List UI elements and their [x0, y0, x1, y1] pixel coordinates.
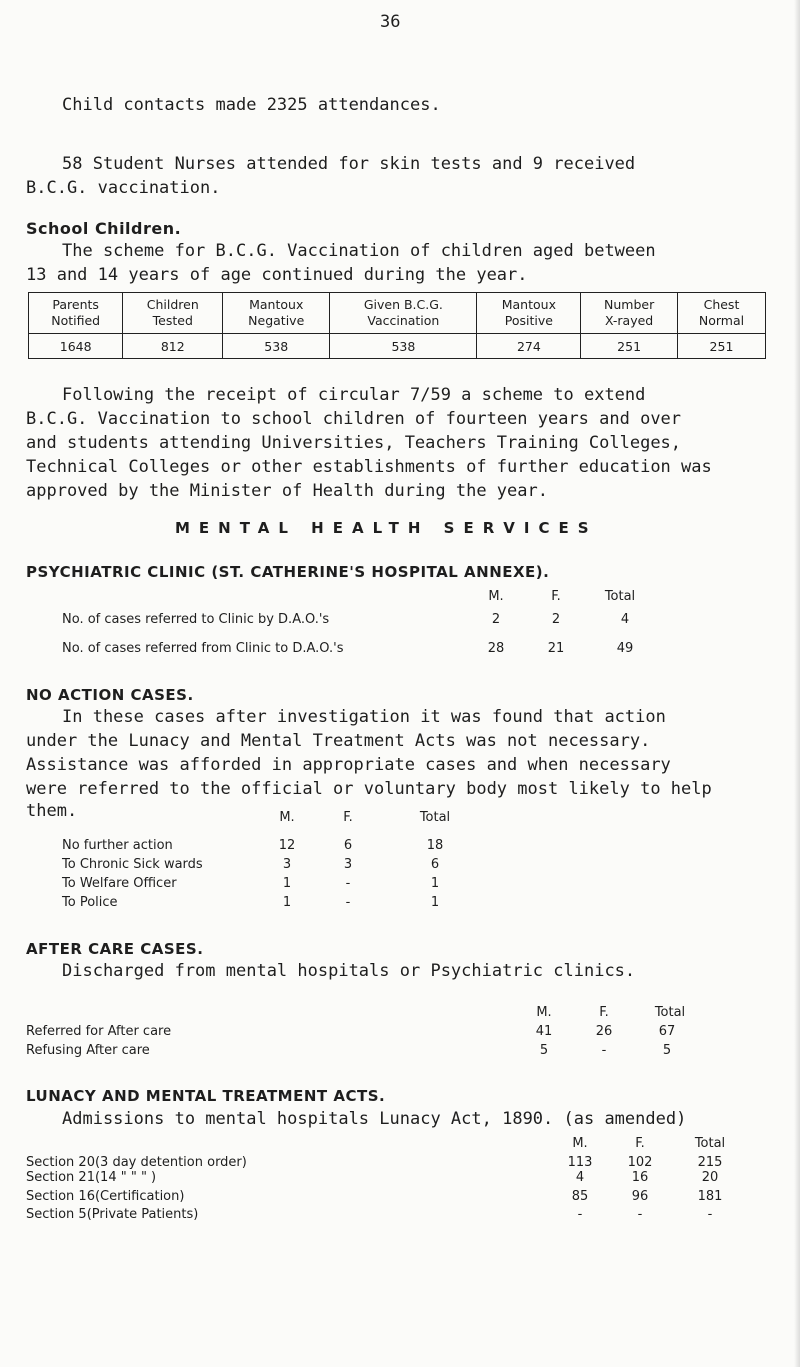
bcg-header-cell: Mantoux Positive [477, 293, 581, 334]
no-action-line-4: were referred to the official or voluntary body most likely to help [26, 779, 712, 799]
after-care-row-f: 26 [595, 1024, 613, 1039]
psych-row-label: No. of cases referred to Clinic by D.A.O.'s [62, 612, 330, 627]
lunacy-col-f: F. [635, 1136, 645, 1151]
psych-row-total: 49 [616, 641, 634, 656]
psych-row-f: 21 [547, 641, 565, 656]
lunacy-row-total: - [707, 1207, 713, 1222]
bcg-value-cell: 274 [477, 334, 581, 359]
no-action-row-total: 6 [430, 857, 440, 872]
bcg-table [28, 292, 766, 359]
no-action-row-label: To Police [62, 895, 118, 910]
after-care-col-total: Total [654, 1005, 686, 1020]
no-action-row-f: 6 [343, 838, 353, 853]
lunacy-row-f: 102 [627, 1155, 653, 1170]
no-action-line-1: In these cases after investigation it was found that action [62, 707, 666, 727]
after-care-heading: AFTER CARE CASES. [26, 940, 204, 958]
lunacy-row-label: Section 21(14 " " " ) [26, 1170, 157, 1185]
psych-row-label: No. of cases referred from Clinic to D.A.O.'s [62, 641, 344, 656]
circular-line-1: Following the receipt of circular 7/59 a scheme to extend [62, 385, 646, 405]
school-line-1: The scheme for B.C.G. Vaccination of children aged between [62, 241, 656, 261]
no-action-row-m: 3 [282, 857, 292, 872]
no-action-heading: NO ACTION CASES. [26, 686, 194, 704]
psych-row-total: 4 [620, 612, 630, 627]
after-care-col-f: F. [599, 1005, 609, 1020]
lunacy-row-m: 4 [575, 1170, 585, 1185]
after-care-line-1: Discharged from mental hospitals or Psychiatric clinics. [62, 961, 636, 981]
no-action-line-3: Assistance was afforded in appropriate cases and when necessary [26, 755, 671, 775]
bcg-table-header-row [29, 293, 766, 334]
no-action-row-label: No further action [62, 838, 173, 853]
psych-row-m: 2 [491, 612, 501, 627]
circular-line-4: Technical Colleges or other establishments of further education was [26, 457, 712, 477]
no-action-row-total: 1 [430, 876, 440, 891]
lunacy-row-f: - [637, 1207, 643, 1222]
bcg-header-cell: Parents Notified [29, 293, 123, 334]
lunacy-row-total: 215 [697, 1155, 723, 1170]
lunacy-row-m: 85 [571, 1189, 589, 1204]
after-care-col-m: M. [536, 1005, 552, 1020]
after-care-row-f: - [601, 1043, 607, 1058]
lunacy-col-total: Total [694, 1136, 726, 1151]
lunacy-row-total: 181 [697, 1189, 723, 1204]
school-line-2: 13 and 14 years of age continued during the year. [26, 265, 528, 285]
no-action-row-total: 18 [426, 838, 444, 853]
no-action-row-m: 1 [282, 895, 292, 910]
no-action-row-m: 1 [282, 876, 292, 891]
intro-line-3: B.C.G. vaccination. [26, 178, 221, 198]
psych-col-m: M. [488, 589, 504, 604]
mental-health-heading: MENTAL HEALTH SERVICES [175, 519, 598, 537]
circular-line-2: B.C.G. Vaccination to school children of fourteen years and over [26, 409, 682, 429]
no-action-row-f: - [345, 895, 351, 910]
after-care-row-label: Refusing After care [26, 1043, 150, 1058]
lunacy-row-label: Section 16(Certification) [26, 1189, 185, 1204]
after-care-row-total: 5 [662, 1043, 672, 1058]
psych-col-f: F. [551, 589, 561, 604]
after-care-row-m: 5 [539, 1043, 549, 1058]
after-care-row-total: 67 [658, 1024, 676, 1039]
circular-line-3: and students attending Universities, Teachers Training Colleges, [26, 433, 682, 453]
lunacy-heading: LUNACY AND MENTAL TREATMENT ACTS. [26, 1087, 386, 1105]
bcg-header-cell: Children Tested [123, 293, 223, 334]
bcg-value-cell: 538 [223, 334, 330, 359]
psych-col-total: Total [604, 589, 636, 604]
bcg-value-cell: 538 [330, 334, 477, 359]
lunacy-row-label: Section 5(Private Patients) [26, 1207, 199, 1222]
bcg-header-cell: Given B.C.G. Vaccination [330, 293, 477, 334]
no-action-row-total: 1 [430, 895, 440, 910]
after-care-row-m: 41 [535, 1024, 553, 1039]
psych-row-m: 28 [487, 641, 505, 656]
bcg-table-value-row [29, 334, 766, 359]
intro-line-1: Child contacts made 2325 attendances. [62, 95, 441, 115]
no-action-row-label: To Chronic Sick wards [62, 857, 203, 872]
bcg-value-cell: 251 [581, 334, 678, 359]
no-action-row-f: 3 [343, 857, 353, 872]
no-action-col-total: Total [419, 810, 451, 825]
no-action-col-f: F. [343, 810, 353, 825]
lunacy-row-f: 96 [631, 1189, 649, 1204]
psych-row-f: 2 [551, 612, 561, 627]
lunacy-col-m: M. [572, 1136, 588, 1151]
lunacy-row-m: 113 [567, 1155, 593, 1170]
page-number: 36 [380, 12, 401, 32]
circular-line-5: approved by the Minister of Health during the year. [26, 481, 548, 501]
no-action-row-m: 12 [278, 838, 296, 853]
page-edge-shadow [794, 0, 800, 1367]
intro-line-2: 58 Student Nurses attended for skin tests and 9 received [62, 154, 636, 174]
lunacy-row-m: - [577, 1207, 583, 1222]
no-action-row-f: - [345, 876, 351, 891]
no-action-line-5: them. [26, 801, 78, 821]
no-action-col-m: M. [279, 810, 295, 825]
school-heading: School Children. [26, 219, 182, 238]
bcg-value-cell: 251 [677, 334, 765, 359]
after-care-row-label: Referred for After care [26, 1024, 172, 1039]
psychiatric-heading: PSYCHIATRIC CLINIC (ST. CATHERINE'S HOSPITAL ANNEXE). [26, 563, 550, 581]
lunacy-row-label: Section 20(3 day detention order) [26, 1155, 247, 1170]
bcg-header-cell: Number X-rayed [581, 293, 678, 334]
no-action-row-label: To Welfare Officer [62, 876, 177, 891]
lunacy-row-f: 16 [631, 1170, 649, 1185]
bcg-value-cell: 1648 [29, 334, 123, 359]
bcg-value-cell: 812 [123, 334, 223, 359]
bcg-header-cell: Mantoux Negative [223, 293, 330, 334]
bcg-header-cell: Chest Normal [677, 293, 765, 334]
no-action-line-2: under the Lunacy and Mental Treatment Acts was not necessary. [26, 731, 651, 751]
lunacy-row-total: 20 [701, 1170, 719, 1185]
lunacy-line-1: Admissions to mental hospitals Lunacy Act, 1890. (as amended) [62, 1109, 687, 1129]
